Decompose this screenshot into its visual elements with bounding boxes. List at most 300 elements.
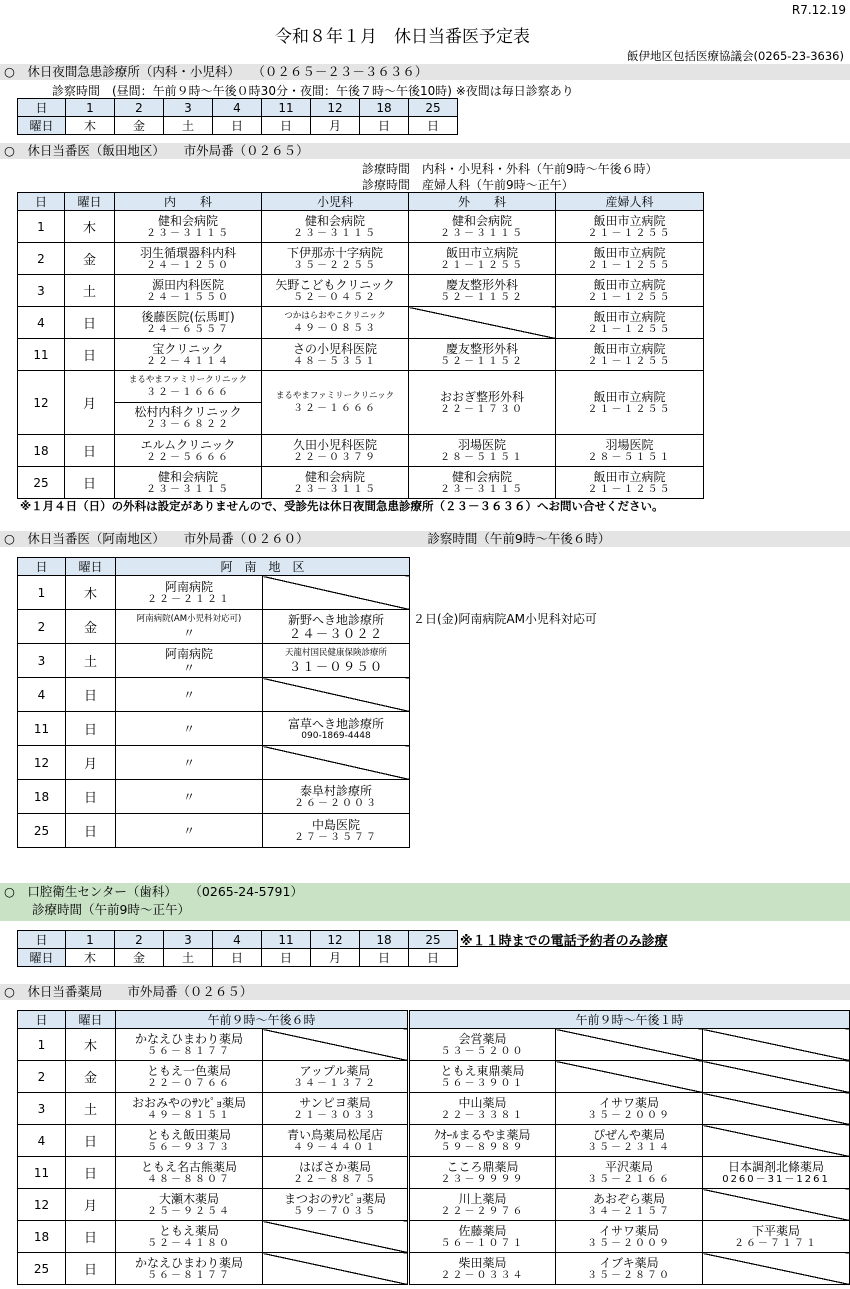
page-title: 令和８年１月 休日当番医予定表 (275, 27, 530, 47)
day-cell: 25 (18, 1253, 66, 1285)
facility-phone: ３５－２００９ (587, 1109, 672, 1121)
table-row (18, 678, 410, 712)
facility-phone: ２１－３０３３ (293, 1109, 377, 1121)
weekday-cell: 月 (311, 949, 360, 967)
pharmacy-cell (556, 1253, 703, 1285)
facility-name: 阿南病院 (164, 579, 213, 594)
facility-phone: ２２－０７６６ (147, 1077, 231, 1089)
weekday-cell: 日 (360, 949, 409, 967)
column-header: 産婦人科 (556, 193, 704, 211)
iida-hours-1: 診療時間 内科・小児科・外科（午前9時～午後６時） (362, 162, 658, 176)
weekday-cell: 月 (65, 371, 115, 435)
table-row (18, 1125, 850, 1157)
column-header: 曜日 (65, 193, 115, 211)
day-cell: 11 (262, 931, 311, 949)
internal-medicine-cell (115, 275, 262, 307)
pharmacy-cell (409, 1157, 556, 1189)
pharmacy-cell (409, 1061, 556, 1093)
internal-medicine-cell (115, 211, 262, 243)
night-clinic-calendar (17, 98, 458, 135)
facility-name: 源田内科医院 (151, 277, 224, 292)
pharmacy-cell (263, 1125, 409, 1157)
table-row (18, 712, 410, 746)
anan-secondary-cell (263, 814, 410, 848)
facility-phone: ２２－２１２１ (147, 593, 231, 605)
day-cell: 1 (66, 99, 115, 117)
pharmacy-cell (263, 1061, 409, 1093)
pharmacy-cell (263, 1093, 409, 1125)
facility-name: 〃 (182, 755, 195, 770)
facility-name: 飯田市立病院 (593, 213, 666, 228)
facility-name: 阿南病院(AM小児科対応可) (136, 614, 242, 624)
facility-name: サンピヨ薬局 (299, 1095, 371, 1110)
table-row (18, 307, 704, 339)
table-row (18, 275, 704, 307)
facility-name: 〃 (182, 721, 195, 736)
revision-date: R7.12.19 (791, 3, 846, 17)
facility-phone: ３４－２１５７ (587, 1205, 672, 1217)
day-cell: 3 (164, 99, 213, 117)
pharmacy-cell (703, 1157, 850, 1189)
table-row (18, 467, 704, 499)
pharmacy-cell (116, 1093, 263, 1125)
weekday-cell: 日 (65, 339, 115, 371)
pharmacy-cell (409, 1125, 556, 1157)
facility-name: 平沢薬局 (605, 1159, 654, 1174)
facility-phone: ４９－０８５３ (293, 323, 377, 334)
pharmacy-cell (556, 1125, 703, 1157)
anan-secondary-cell (263, 712, 410, 746)
facility-phone: ２３－３１１５ (293, 483, 377, 495)
pharmacy-cell (409, 1221, 556, 1253)
facility-name: 健和会病院 (451, 213, 512, 228)
facility-phone: ４９－４４０１ (293, 1141, 377, 1153)
anan-primary-cell (116, 678, 263, 712)
day-cell: 1 (18, 1029, 66, 1061)
day-cell: 12 (311, 99, 360, 117)
anan-primary-cell (116, 712, 263, 746)
pediatrics-cell (262, 275, 409, 307)
day-cell: 18 (360, 99, 409, 117)
table-row (18, 576, 410, 610)
surgery-cell (409, 467, 556, 499)
pharmacy-cell (409, 1029, 556, 1061)
day-cell: 18 (18, 1221, 66, 1253)
iida-duty-table (17, 192, 704, 499)
anan-primary-cell (116, 644, 263, 678)
weekday-cell: 金 (115, 949, 164, 967)
empty-slot (263, 1221, 409, 1253)
day-cell: 2 (18, 610, 66, 644)
weekday-cell: 日 (213, 949, 262, 967)
anan-secondary-cell (263, 644, 410, 678)
weekday-cell: 土 (66, 1093, 116, 1125)
night-clinic-hours: 診察時間 (昼間：午前９時～午後０時30分・夜間：午後７時～午後10時) ※夜間は毎日診察あり (52, 84, 574, 98)
facility-name: 松村内科クリニック (134, 405, 242, 419)
facility-phone: ２２－０３７９ (293, 451, 377, 463)
obstetrics-cell (556, 275, 704, 307)
pharmacy-cell (556, 1189, 703, 1221)
facility-phone: ４８－８８０７ (147, 1173, 231, 1185)
anan-primary-cell (116, 746, 263, 780)
facility-phone: 〃 (182, 626, 195, 640)
facility-name: 〃 (182, 789, 195, 804)
day-cell: 12 (18, 746, 66, 780)
day-cell: 1 (18, 576, 66, 610)
pediatrics-cell (262, 243, 409, 275)
facility-name: アップル薬局 (299, 1063, 371, 1078)
day-cell: 4 (18, 678, 66, 712)
column-header: 内 科 (115, 193, 262, 211)
day-cell: 11 (262, 99, 311, 117)
pediatrics-cell (262, 371, 409, 435)
facility-name: さの小児科医院 (292, 341, 377, 356)
pharmacy-duty-table (17, 1010, 850, 1285)
facility-name: 〃 (182, 823, 195, 838)
weekday-cell: 日 (65, 435, 115, 467)
column-header: 午前９時～午後１時 (409, 1011, 850, 1029)
facility-phone: ５６－３９０１ (440, 1077, 525, 1089)
day-cell: 1 (18, 211, 65, 243)
weekday-header: 曜日 (18, 949, 66, 967)
pharmacy-cell (556, 1221, 703, 1253)
day-cell: 25 (18, 814, 66, 848)
day-cell: 25 (18, 467, 65, 499)
empty-slot (263, 746, 410, 780)
pharmacy-cell (556, 1093, 703, 1125)
facility-name: 柴田薬局 (458, 1255, 507, 1270)
facility-phone: ２３－３１１５ (146, 227, 230, 239)
pharmacy-band: ○ 休日当番薬局 市外局番（０２６５） (0, 984, 850, 1000)
facility-name: 大瀬木薬局 (158, 1191, 219, 1206)
table-row (18, 371, 704, 435)
table-row (18, 1093, 850, 1125)
table-row (18, 610, 410, 644)
pharmacy-cell (116, 1125, 263, 1157)
day-cell: 11 (18, 1157, 66, 1189)
facility-phone: ３５－２００９ (587, 1237, 672, 1249)
pharmacy-cell (116, 1253, 263, 1285)
facility-name: 下平薬局 (752, 1223, 801, 1238)
facility-phone: ４９－８１５１ (147, 1109, 231, 1121)
facility-phone: ３２－１６６６ (293, 403, 377, 414)
facility-phone: ３５－２２５５ (293, 259, 377, 271)
facility-phone: ２５－９２５４ (147, 1205, 231, 1217)
table-row (18, 211, 704, 243)
facility-phone: ５３－５２００ (440, 1045, 525, 1057)
pharmacy-cell (703, 1221, 850, 1253)
facility-entry (115, 403, 261, 434)
facility-phone: ３５－２８７０ (587, 1269, 672, 1281)
day-cell: 1 (66, 931, 115, 949)
empty-slot (703, 1093, 850, 1125)
facility-name: 新野へき地診療所 (288, 612, 385, 627)
facility-phone: ２３－９９９９ (440, 1173, 525, 1185)
facility-name: イサワ薬局 (599, 1095, 660, 1110)
facility-phone: ２４－３０２２ (288, 625, 384, 641)
facility-phone: ２１－１２５５ (587, 483, 672, 495)
dental-note: ※１１時までの電話予約者のみ診療 (460, 934, 668, 949)
empty-slot (263, 1253, 409, 1285)
iida-note: ※１月４日（日）の外科は設定がありませんので、受診先は休日夜間急患診療所（２３－３６３６）へお問い合せください。 (20, 499, 664, 513)
anan-band: ○ 休日当番医（阿南地区） 市外局番（０２６０） 診察時間（午前9時～午後６時） (0, 531, 850, 547)
weekday-cell: 土 (66, 644, 116, 678)
facility-name: こころ鼎薬局 (446, 1159, 519, 1174)
day-cell: 12 (18, 1189, 66, 1221)
day-cell: 2 (18, 243, 65, 275)
weekday-cell: 土 (65, 275, 115, 307)
facility-name: ｸｵｰﾙまるやま薬局 (434, 1127, 531, 1142)
facility-name: おおぎ整形外科 (439, 389, 524, 404)
surgery-cell (409, 435, 556, 467)
weekday-header: 曜日 (18, 117, 66, 135)
anan-duty-table (17, 557, 410, 848)
weekday-cell: 日 (360, 117, 409, 135)
obstetrics-cell (556, 435, 704, 467)
facility-name: 飯田市立病院 (593, 389, 666, 404)
facility-name: おおみやのｻﾝﾋﾟｮ薬局 (131, 1095, 246, 1110)
facility-name: 阿南病院 (164, 646, 213, 661)
pediatrics-cell (262, 211, 409, 243)
facility-phone: ５２－０４５２ (293, 291, 377, 303)
empty-slot (703, 1253, 850, 1285)
day-cell: 11 (18, 712, 66, 746)
day-cell: 12 (18, 371, 65, 435)
weekday-cell: 木 (66, 949, 115, 967)
facility-phone: ４８－５３５１ (293, 355, 377, 367)
weekday-cell: 金 (66, 1061, 116, 1093)
weekday-cell: 日 (66, 678, 116, 712)
facility-phone: ３１－０９５０ (288, 659, 384, 674)
facility-name: 川上薬局 (458, 1191, 507, 1206)
day-header: 日 (18, 931, 66, 949)
weekday-cell: 月 (66, 746, 116, 780)
day-cell: 25 (409, 931, 458, 949)
internal-medicine-cell (115, 467, 262, 499)
facility-name: まるやまファミリークリニック (128, 375, 248, 385)
facility-name: まるやまファミリークリニック (275, 391, 395, 401)
facility-phone: ２３－３１１５ (440, 483, 524, 495)
column-header: 阿 南 地 区 (116, 558, 410, 576)
empty-slot (263, 678, 410, 712)
facility-name: かなえひまわり薬局 (134, 1255, 243, 1270)
facility-name: 富草へき地診療所 (288, 716, 385, 731)
facility-name: 羽生循環器科内科 (139, 245, 236, 260)
facility-name: 会営薬局 (458, 1031, 507, 1046)
day-cell: 11 (18, 339, 65, 371)
internal-medicine-cell (115, 243, 262, 275)
day-cell: 2 (18, 1061, 66, 1093)
anan-secondary-cell (263, 780, 410, 814)
facility-phone: ２２－４１１４ (146, 355, 230, 367)
facility-phone: 090-1869-4448 (301, 730, 371, 741)
day-cell: 3 (18, 275, 65, 307)
day-cell: 12 (311, 931, 360, 949)
weekday-cell: 日 (66, 814, 116, 848)
surgery-cell (409, 339, 556, 371)
facility-phone: ５９－８９８９ (440, 1141, 525, 1153)
column-header: 曜日 (66, 1011, 116, 1029)
day-cell: 25 (409, 99, 458, 117)
table-row (18, 780, 410, 814)
anan-primary-cell (116, 780, 263, 814)
empty-slot (263, 576, 410, 610)
facility-phone: ３２－１６６６ (146, 387, 230, 398)
table-row (18, 814, 410, 848)
facility-name: 青い鳥薬局松尾店 (287, 1127, 384, 1142)
facility-phone: ２４－１５５０ (146, 291, 230, 303)
facility-phone: ５２－１１５２ (440, 291, 524, 303)
facility-name: 宝クリニック (152, 341, 224, 356)
pharmacy-cell (263, 1189, 409, 1221)
facility-name: エルムクリニック (140, 437, 236, 452)
facility-phone: ２６－７１７１ (734, 1237, 819, 1249)
weekday-cell: 日 (213, 117, 262, 135)
pharmacy-cell (409, 1253, 556, 1285)
weekday-cell: 土 (164, 117, 213, 135)
pharmacy-cell (263, 1157, 409, 1189)
dental-calendar (17, 930, 458, 967)
weekday-cell: 日 (66, 1221, 116, 1253)
empty-slot (703, 1189, 850, 1221)
day-cell: 4 (18, 307, 65, 339)
facility-name: 羽場医院 (457, 437, 506, 452)
anan-primary-cell (116, 610, 263, 644)
anan-note: ２日(金)阿南病院AM小児科対応可 (413, 612, 597, 626)
weekday-cell: 日 (409, 117, 458, 135)
facility-phone: 〃 (182, 660, 195, 675)
facility-phone: ３４－１３７２ (293, 1077, 377, 1089)
column-header: 外 科 (409, 193, 556, 211)
facility-phone: ３５－２３１４ (587, 1141, 672, 1153)
facility-phone: ２３－３１１５ (146, 483, 230, 495)
facility-phone: ２１－１２５５ (440, 259, 524, 271)
facility-phone: ２１－１２５５ (587, 291, 672, 303)
facility-phone: ２８－５１５１ (440, 451, 524, 463)
pharmacy-cell (409, 1189, 556, 1221)
facility-phone: ２４－１２５０ (146, 259, 230, 271)
facility-name: 下伊那赤十字病院 (286, 245, 383, 260)
weekday-cell: 金 (66, 610, 116, 644)
facility-phone: ２２－５６６６ (146, 451, 230, 463)
facility-phone: ２２－２９７６ (440, 1205, 525, 1217)
facility-phone: ２８－５１５１ (587, 451, 672, 463)
day-cell: 2 (115, 931, 164, 949)
facility-name: ともえ飯田薬局 (146, 1127, 231, 1142)
facility-phone: ５６－８１７７ (147, 1269, 231, 1281)
facility-name: ともえ名古熊薬局 (140, 1159, 237, 1174)
pediatrics-cell (262, 339, 409, 371)
day-cell: 4 (213, 931, 262, 949)
day-cell: 4 (213, 99, 262, 117)
surgery-cell (409, 275, 556, 307)
day-cell: 18 (18, 435, 65, 467)
iida-band: ○ 休日当番医（飯田地区） 市外局番（０２６５） (0, 143, 850, 159)
facility-name: 羽場医院 (605, 437, 654, 452)
facility-phone: ２３－３１１５ (293, 227, 377, 239)
weekday-cell: 日 (262, 117, 311, 135)
facility-phone: ３５－２１６６ (587, 1173, 672, 1185)
column-header: 小児科 (262, 193, 409, 211)
night-clinic-band: ○ 休日夜間急患診療所（内科・小児科） （０２６５－２３－３６３６） (0, 64, 850, 80)
facility-name: 中山薬局 (458, 1095, 507, 1110)
facility-name: 飯田市立病院 (593, 277, 666, 292)
internal-medicine-cell (115, 339, 262, 371)
facility-name: 健和会病院 (304, 469, 365, 484)
weekday-cell: 木 (65, 211, 115, 243)
table-row (18, 243, 704, 275)
facility-name: 健和会病院 (157, 213, 218, 228)
facility-name: 飯田市立病院 (593, 341, 666, 356)
facility-name: かなえひまわり薬局 (134, 1031, 243, 1046)
column-header: 午前９時～午後６時 (116, 1011, 409, 1029)
pediatrics-cell (262, 467, 409, 499)
weekday-cell: 木 (66, 576, 116, 610)
empty-slot (703, 1061, 850, 1093)
pharmacy-cell (409, 1093, 556, 1125)
internal-medicine-cell (115, 435, 262, 467)
day-cell: 18 (18, 780, 66, 814)
facility-name: 後藤医院(伝馬町) (141, 309, 235, 324)
facility-phone: ２６－２００３ (294, 797, 378, 809)
anan-primary-cell (116, 814, 263, 848)
dental-band (0, 883, 850, 921)
weekday-cell: 日 (66, 780, 116, 814)
facility-phone: ２３－３１１５ (440, 227, 524, 239)
facility-name: 天龍村国民健康保険診療所 (285, 648, 388, 658)
column-header: 曜日 (66, 558, 116, 576)
pharmacy-cell (116, 1029, 263, 1061)
table-row (18, 339, 704, 371)
anan-primary-cell (116, 576, 263, 610)
weekday-cell: 日 (66, 1125, 116, 1157)
facility-phone: ２１－１２５５ (587, 323, 672, 335)
column-header: 日 (18, 193, 65, 211)
organization: 飯伊地区包括医療協議会(0265-23-3636) (627, 49, 844, 63)
empty-slot (703, 1029, 850, 1061)
empty-slot (703, 1125, 850, 1157)
pharmacy-cell (116, 1061, 263, 1093)
day-cell: 3 (164, 931, 213, 949)
empty-slot (263, 1029, 409, 1061)
pharmacy-cell (116, 1221, 263, 1253)
weekday-cell: 日 (65, 467, 115, 499)
facility-name: 久田小児科医院 (292, 437, 377, 452)
facility-phone: ２２－８８７５ (293, 1173, 377, 1185)
facility-phone: ２２－１７３０ (440, 403, 524, 415)
pediatrics-cell (262, 307, 409, 339)
facility-phone: ５６－９３７３ (147, 1141, 231, 1153)
table-row (18, 1189, 850, 1221)
facility-name: まつおのｻﾝﾋﾟｮ薬局 (284, 1191, 387, 1206)
facility-phone: ２１－１２５５ (587, 259, 672, 271)
facility-entry (115, 372, 261, 403)
weekday-cell: 日 (66, 1157, 116, 1189)
obstetrics-cell (556, 307, 704, 339)
facility-phone: ５６－１０７１ (440, 1237, 525, 1249)
empty-slot (409, 307, 556, 339)
facility-name: 泰阜村診療所 (300, 783, 373, 798)
table-row (18, 1253, 850, 1285)
facility-name: 慶友整形外科 (445, 277, 518, 292)
facility-name: ぴぜんや薬局 (593, 1127, 666, 1142)
facility-name: 健和会病院 (451, 469, 512, 484)
day-cell: 3 (18, 1093, 66, 1125)
pharmacy-cell (116, 1157, 263, 1189)
facility-name: 健和会病院 (157, 469, 218, 484)
facility-phone: ２２－３３８１ (440, 1109, 525, 1121)
facility-name: 日本調剤北條薬局 (728, 1159, 825, 1174)
